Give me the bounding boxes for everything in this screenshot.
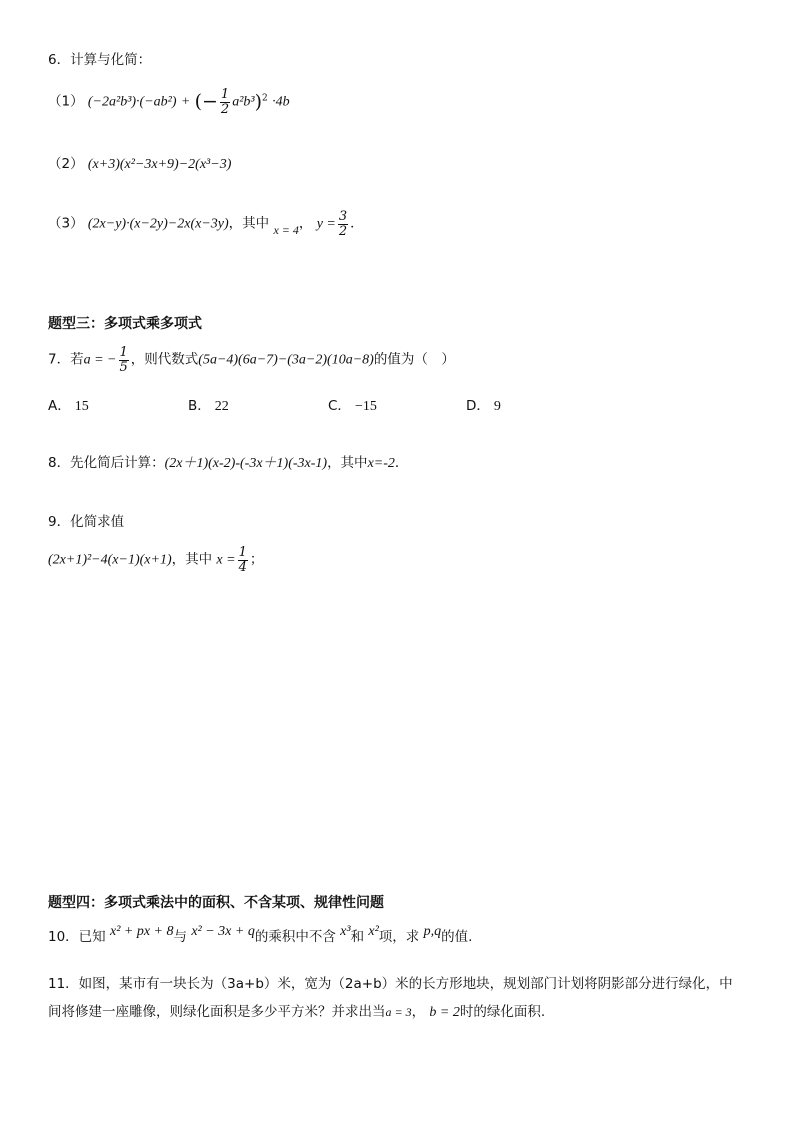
q6-part3-label: （3） (48, 215, 84, 232)
q8-end: ． (394, 455, 409, 471)
q7-cond: a = − (83, 352, 117, 368)
q6-part1-expr-c: a²b³ (232, 94, 255, 110)
q6-part1-expr-a: (−2a²b³)·(−ab²) (87, 94, 177, 110)
q7-pre: 7．若 (48, 351, 84, 368)
q7-mid: ，则代数式 (130, 351, 199, 368)
q8-expr: (2x＋1)(x-2)-(-3x＋1)(-3x-1) (164, 456, 328, 471)
q6-stem: 6．计算与化简： (48, 52, 152, 68)
q9-fraction: $\frac{1}{4}$ (238, 545, 247, 575)
q7-expr: (5a−4)(6a−7)−(3a−2)(10a−8) (198, 352, 374, 368)
q10-word-4: 项，求 (378, 929, 420, 945)
q10-pre: 10．已知 (48, 929, 106, 945)
q10-term-3: p,q (423, 924, 442, 939)
q6-part2 (48, 156, 231, 174)
section-3-title: 题型三：多项式乘多项式 (48, 316, 202, 332)
q8-pre: 8．先化简后计算： (48, 455, 165, 471)
q9-mid: ，其中 (171, 551, 213, 568)
q10 (48, 924, 473, 947)
q9-expr-line (48, 546, 263, 574)
q7-option-a: A． 15 (48, 398, 89, 414)
q11-line-1: 11．如图，某市有一块长为（3a+b）米，宽为（2a+b）米的长方形地块，规划部门计划将阴影部分进行绿化，中 (48, 976, 733, 992)
q6-part1-rparen: )$^2$ (254, 90, 268, 113)
section-4-title: 题型四：多项式乘法中的面积、不含某项、规律性问题 (48, 895, 384, 911)
q6-part1 (48, 88, 290, 116)
q8 (48, 455, 408, 473)
q6-part3-sep: ， (298, 215, 313, 232)
q7-option-d: D． 9 (466, 398, 501, 414)
q7-option-c: C． −15 (328, 398, 377, 414)
q8-cond: x=-2 (367, 456, 395, 471)
q6-part3-fraction: $\frac{3}{2}$ (338, 209, 348, 239)
q6-part3-expr: (2x−y)·(x−2y)−2x(x−3y) (87, 216, 229, 232)
q10-term-1: x³ (340, 924, 351, 939)
q10-expr-1: x² + px + 8 (109, 924, 174, 939)
q9-expr: (2x+1)²−4(x−1)(x+1) (48, 552, 172, 568)
q6-part3-end: ． (350, 215, 364, 232)
q7-option-b: B． 22 (188, 398, 229, 414)
q6-part3-cond-y: y = (316, 216, 336, 232)
q6-part2-label: （2） (48, 156, 84, 172)
q6-part3 (48, 210, 364, 238)
q6-part1-lparen: (− (194, 90, 218, 113)
q6-part3-text: ，其中 (228, 215, 270, 232)
q6-part1-plus: + (180, 94, 191, 110)
q6-part3-cond-x: x = 4 (273, 222, 299, 237)
q6-part1-expr-d: ·4b (272, 94, 290, 110)
q7-stem (48, 346, 455, 374)
q11-line-2-a: 间将修建一座雕像，则绿化面积是多少平方米？并求出当 (48, 1004, 386, 1020)
q9-stem: 9．化简求值 (48, 514, 125, 530)
q11-line-2-b: 时的绿化面积. (459, 1004, 546, 1020)
q6-part2-expr: (x+3)(x²−3x+9)−2(x³−3) (87, 157, 232, 172)
q6-part1-fraction: $\frac{1}{2}$ (220, 87, 230, 117)
q10-word-3: 和 (350, 929, 365, 945)
q11-sep: ， (411, 1004, 426, 1020)
q10-expr-2: x² − 3x + q (191, 924, 255, 939)
q7-fraction: $\frac{1}{5}$ (119, 345, 128, 375)
q9-cond: x = (216, 552, 236, 568)
q10-word-2: 的乘积中不含 (254, 929, 336, 945)
q8-post: ，其中 (327, 455, 368, 471)
q11-cond-b: b = 2 (429, 1005, 460, 1020)
q11-line-2 (48, 1004, 545, 1022)
q10-term-2: x² (368, 924, 379, 939)
q7-post: 的值为（ ） (373, 351, 455, 368)
q6-part1-label: （1） (48, 93, 84, 110)
q10-word-5: 的值. (441, 929, 473, 945)
q9-end: ； (249, 551, 264, 568)
q11-cond-a: a = 3 (385, 1005, 412, 1019)
q10-word-1: 与 (173, 929, 188, 945)
